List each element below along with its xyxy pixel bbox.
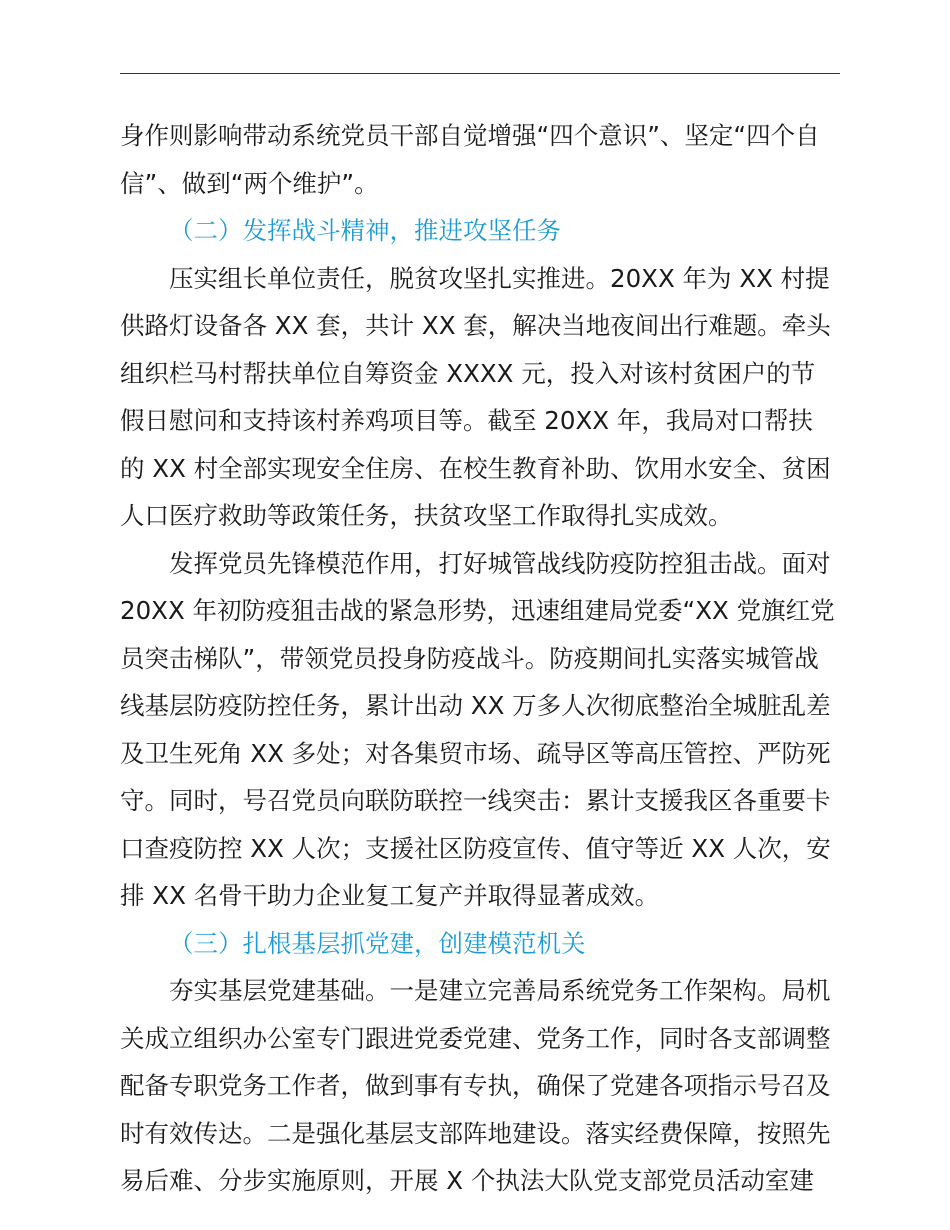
body-line: 假日慰问和支持该村养鸡项目等。截至 20XX 年，我局对口帮扶 bbox=[120, 406, 813, 435]
body-line: 守。同时，号召党员向联防联控一线突击：累计支援我区各重要卡 bbox=[120, 786, 831, 815]
body-line: 易后难、分步实施原则，开展 X 个执法大队党支部党员活动室建 bbox=[120, 1166, 814, 1195]
document-body bbox=[120, 112, 844, 1205]
body-line: 及卫生死角 XX 多处；对各集贸市场、疏导区等高压管控、严防死 bbox=[120, 738, 831, 768]
paragraph-start: 发挥党员先锋模范作用，打好城管战线防疫防控狙击战。面对 bbox=[169, 548, 831, 578]
paragraph-start: 夯实基层党建基础。一是建立完善局系统党务工作架构。局机 bbox=[169, 976, 831, 1005]
body-line: 时有效传达。二是强化基层支部阵地建设。落实经费保障，按照先 bbox=[120, 1118, 831, 1148]
body-line: 关成立组织办公室专门跟进党委党建、党务工作，同时各支部调整 bbox=[120, 1023, 831, 1053]
body-line: 线基层防疫防控任务，累计出动 XX 万多人次彻底整治全城脏乱差 bbox=[120, 691, 831, 720]
body-line: 排 XX 名骨干助力企业复工复产并取得显著成效。 bbox=[120, 881, 660, 910]
body-line: 20XX 年初防疫狙击战的紧急形势，迅速组建局党委“XX 党旗红党 bbox=[120, 596, 835, 625]
body-line: 供路灯设备各 XX 套，共计 XX 套，解决当地夜间出行难题。牵头 bbox=[120, 311, 831, 340]
body-line: 人口医疗救助等政策任务，扶贫攻坚工作取得扎实成效。 bbox=[120, 501, 733, 530]
section-heading-3: （三）扎根基层抓党建，创建模范机关 bbox=[169, 928, 586, 958]
body-line: 身作则影响带动系统党员干部自觉增强“四个意识”、坚定“四个自 bbox=[120, 121, 820, 150]
body-line: 员突击梯队”，带领党员投身防疫战斗。防疫期间扎实落实城管战 bbox=[120, 643, 819, 673]
body-line: 配备专职党务工作者，做到事有专执，确保了党建各项指示号召及 bbox=[120, 1071, 831, 1100]
body-line: 组织栏马村帮扶单位自筹资金 XXXX 元，投入对该村贫困户的节 bbox=[120, 358, 816, 388]
body-line: 的 XX 村全部实现安全住房、在校生教育补助、饮用水安全、贫困 bbox=[120, 453, 831, 483]
paragraph-start: 压实组长单位责任，脱贫攻坚扎实推进。20XX 年为 XX 村提 bbox=[169, 263, 830, 293]
body-line: 信”、做到“两个维护”。 bbox=[120, 168, 379, 198]
header-rule bbox=[120, 73, 840, 74]
body-line: 口查疫防控 XX 人次；支援社区防疫宣传、值守等近 XX 人次，安 bbox=[120, 833, 831, 863]
section-heading-2: （二）发挥战斗精神，推进攻坚任务 bbox=[169, 216, 561, 245]
